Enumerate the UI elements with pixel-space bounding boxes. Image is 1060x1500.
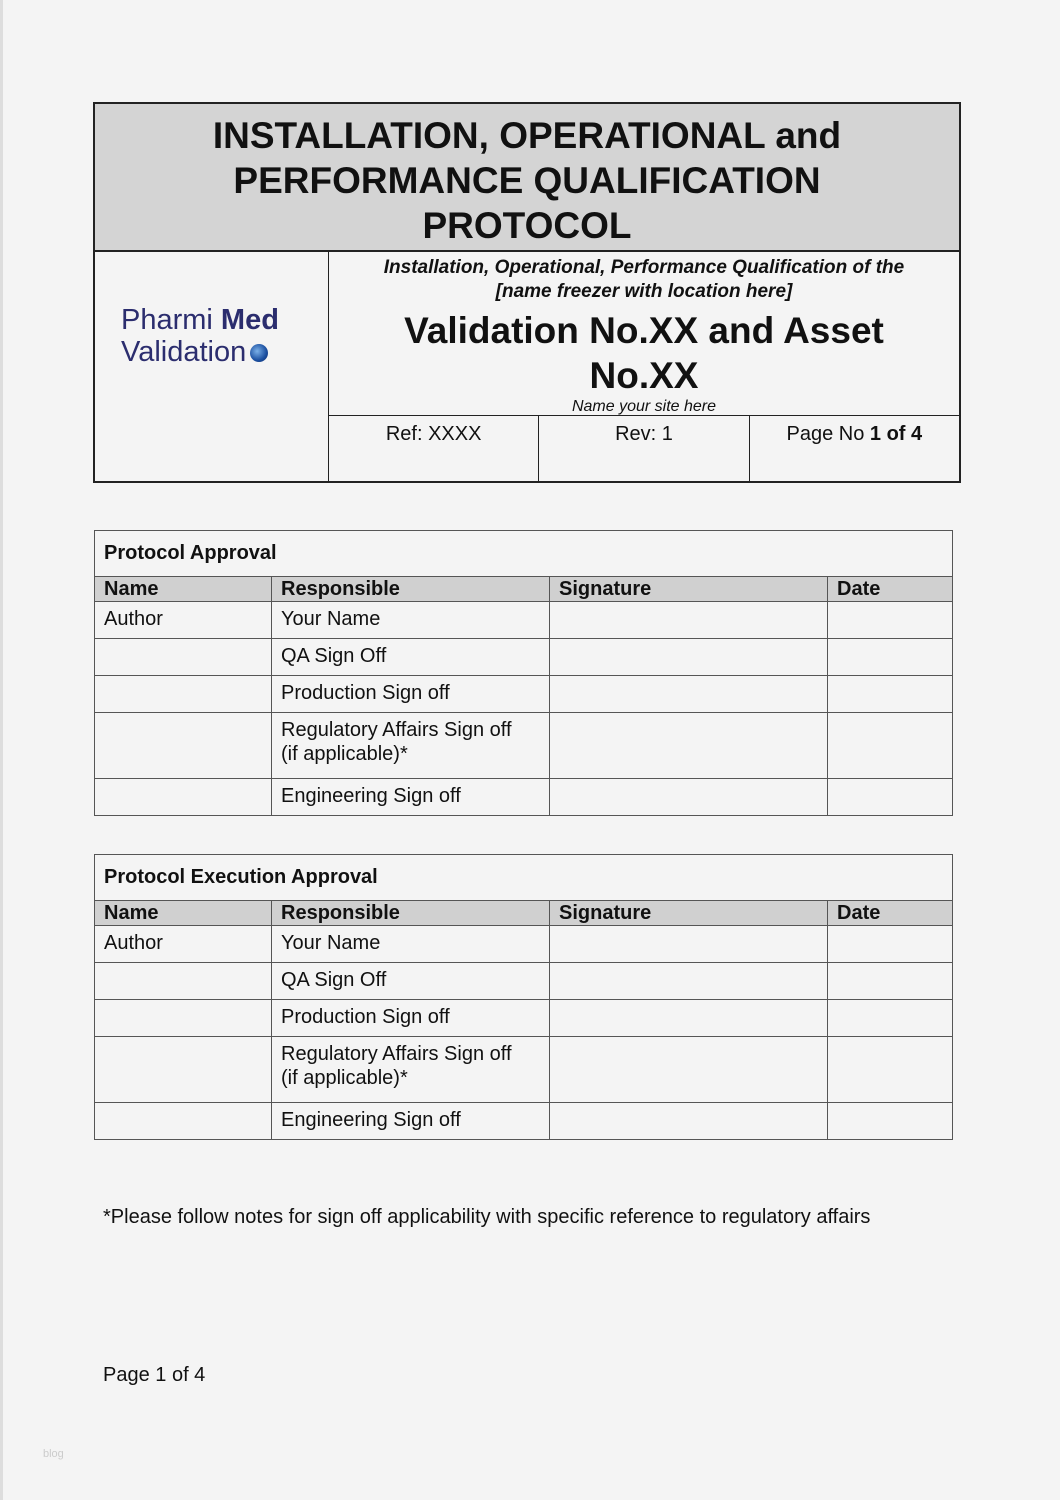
name-cell: [95, 963, 272, 1000]
table-row: [95, 639, 953, 676]
responsible-text: Your Name: [281, 932, 381, 954]
table-row: [95, 1000, 953, 1037]
subtitle: [name freezer with location here]: [495, 281, 793, 302]
responsible-text: Regulatory Affairs Sign off: [281, 719, 512, 741]
column-header: Signature: [550, 901, 828, 926]
logo-text-bold: Med: [220, 304, 279, 336]
table-row: [95, 1037, 953, 1103]
subtitle: Installation, Operational, Performance Qualification of the: [383, 257, 905, 278]
globe-icon: [250, 344, 268, 362]
signature-cell[interactable]: [550, 1103, 828, 1140]
responsible-text: Production Sign off: [281, 682, 450, 704]
signature-cell[interactable]: [550, 779, 828, 816]
site-name: Name your site here: [571, 398, 717, 415]
responsible-text: Engineering Sign off: [281, 1109, 461, 1131]
signature-cell[interactable]: [550, 1000, 828, 1037]
page-number-cell: [750, 416, 959, 481]
table-title: Protocol Approval: [95, 531, 953, 577]
column-header: Signature: [550, 577, 828, 602]
name-cell: [95, 1037, 272, 1103]
document-title: [95, 104, 959, 252]
column-header: Date: [828, 577, 953, 602]
validation-number: Validation No.XX and Asset: [404, 310, 884, 351]
signature-cell[interactable]: [550, 602, 828, 639]
responsible-text: Production Sign off: [281, 1006, 450, 1028]
responsible-text: QA Sign Off: [281, 969, 387, 991]
asset-number: No.XX: [589, 355, 699, 396]
responsible-cell: [272, 779, 550, 816]
responsible-text: Your Name: [281, 608, 381, 630]
title-line: INSTALLATION, OPERATIONAL and: [212, 115, 842, 156]
name-cell: Author: [95, 602, 272, 639]
company-logo: [95, 252, 329, 481]
table-row: [95, 676, 953, 713]
column-header: Responsible: [272, 577, 550, 602]
responsible-note: (if applicable)*: [281, 1067, 408, 1089]
responsible-cell: [272, 1037, 550, 1103]
footnote: *Please follow notes for sign off applicability with specific reference to regulatory affairs: [103, 1206, 871, 1228]
column-header: Responsible: [272, 901, 550, 926]
name-cell: [95, 639, 272, 676]
date-cell[interactable]: [828, 713, 953, 779]
column-header: Name: [95, 577, 272, 602]
protocol-approval-table: [94, 530, 953, 816]
ref-row: [329, 416, 959, 481]
name-cell: [95, 676, 272, 713]
name-cell: [95, 779, 272, 816]
date-cell[interactable]: [828, 926, 953, 963]
rev-cell: Rev: 1: [539, 416, 749, 481]
logo-text: Pharmi: [121, 304, 221, 336]
date-cell[interactable]: [828, 1000, 953, 1037]
name-cell: Author: [95, 926, 272, 963]
table-row: [95, 963, 953, 1000]
table-row: [95, 1103, 953, 1140]
date-cell[interactable]: [828, 676, 953, 713]
signature-cell[interactable]: [550, 676, 828, 713]
table-row: [95, 926, 953, 963]
signature-cell[interactable]: [550, 1037, 828, 1103]
name-cell: [95, 1103, 272, 1140]
responsible-text: Regulatory Affairs Sign off: [281, 1043, 512, 1065]
responsible-note: (if applicable)*: [281, 743, 408, 765]
document-info: [329, 252, 959, 416]
page-value: 1 of 4: [869, 423, 923, 445]
table-row: [95, 602, 953, 639]
title-line: PERFORMANCE QUALIFICATION: [233, 160, 821, 201]
page-footer: Page 1 of 4: [103, 1364, 206, 1386]
date-cell[interactable]: [828, 779, 953, 816]
ref-cell: Ref: XXXX: [329, 416, 539, 481]
responsible-cell: [272, 1103, 550, 1140]
signature-cell[interactable]: [550, 639, 828, 676]
name-cell: [95, 713, 272, 779]
signature-cell[interactable]: [550, 926, 828, 963]
logo-text: Validation: [121, 336, 247, 368]
date-cell[interactable]: [828, 1103, 953, 1140]
table-title: Protocol Execution Approval: [95, 855, 953, 901]
date-cell[interactable]: [828, 963, 953, 1000]
watermark: blog: [43, 1448, 64, 1460]
date-cell[interactable]: [828, 639, 953, 676]
page-label: Page No: [786, 423, 870, 445]
responsible-cell: [272, 676, 550, 713]
table-row: [95, 779, 953, 816]
title-line: PROTOCOL: [422, 205, 632, 246]
signature-cell[interactable]: [550, 713, 828, 779]
responsible-text: Engineering Sign off: [281, 785, 461, 807]
responsible-cell: [272, 602, 550, 639]
protocol-execution-approval-table: [94, 854, 953, 1140]
responsible-cell: [272, 963, 550, 1000]
signature-cell[interactable]: [550, 963, 828, 1000]
responsible-cell: [272, 639, 550, 676]
name-cell: [95, 1000, 272, 1037]
header-box: [93, 102, 961, 483]
responsible-cell: [272, 926, 550, 963]
date-cell[interactable]: [828, 602, 953, 639]
table-row: [95, 713, 953, 779]
date-cell[interactable]: [828, 1037, 953, 1103]
column-header: Name: [95, 901, 272, 926]
responsible-cell: [272, 713, 550, 779]
responsible-text: QA Sign Off: [281, 645, 387, 667]
responsible-cell: [272, 1000, 550, 1037]
column-header: Date: [828, 901, 953, 926]
